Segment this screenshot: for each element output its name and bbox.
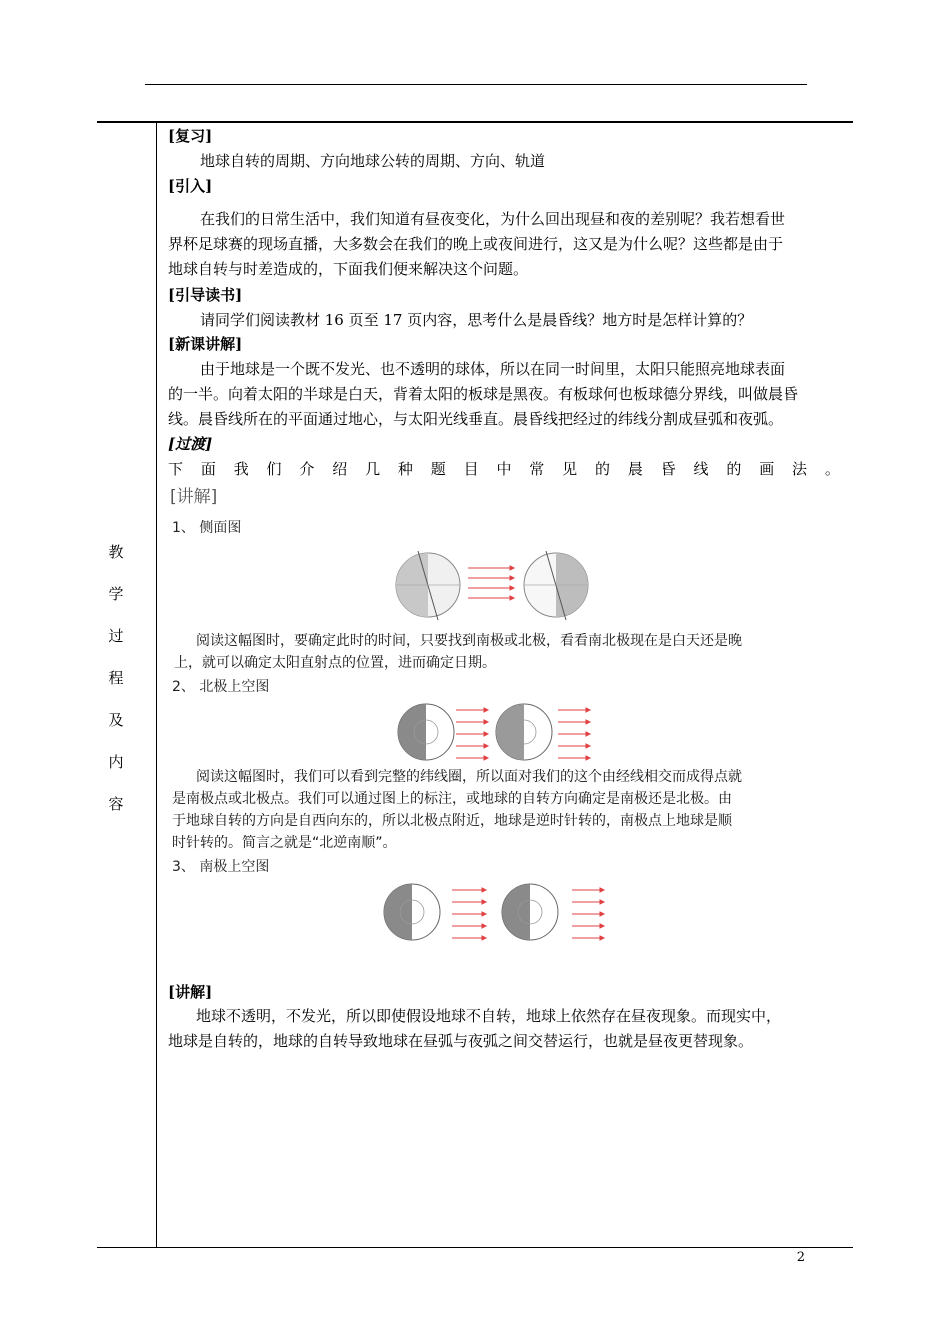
sunlight-arrows-left xyxy=(468,566,514,600)
side-char: 过 xyxy=(108,627,124,645)
transition-char: 中 xyxy=(496,460,512,478)
item2-text-line: 时针转的。简言之就是“北逆南顺”。 xyxy=(172,835,397,851)
side-char: 及 xyxy=(108,711,124,729)
table-column-divider xyxy=(156,121,157,1248)
transition-text xyxy=(168,457,840,481)
item3-caption: 3、 南极上空图 xyxy=(172,859,270,875)
transition-heading: [过渡] xyxy=(168,435,213,453)
side-char: 程 xyxy=(108,669,124,687)
transition-char: 我 xyxy=(233,460,249,478)
transition-char: 画 xyxy=(759,460,775,478)
north-pole-diagram xyxy=(390,700,600,765)
transition-char: 法 xyxy=(792,460,808,478)
explain-image-heading: [讲解] xyxy=(170,487,218,507)
review-heading: [复习] xyxy=(168,127,213,145)
header-rule xyxy=(145,84,807,85)
intro-line: 地球自转与时差造成的，下面我们便来解决这个问题。 xyxy=(168,260,529,278)
item2-text-line: 于地球自转的方向是自西向东的，所以北极点附近，地球是逆时针转的，南极点上地球是顺 xyxy=(172,813,732,829)
transition-char: 种 xyxy=(397,460,413,478)
explain-line: 地球是自转的，地球的自转导致地球在昼弧与夜弧之间交替运行，也就是昼夜更替现象。 xyxy=(168,1032,754,1050)
new-lesson-line: 线。晨昏线所在的平面通过地心，与太阳光线垂直。晨昏线把经过的纬线分割成昼弧和夜弧。 xyxy=(168,410,784,428)
item2-text-line: 是南极点或北极点。我们可以通过图上的标注，或地球的自转方向确定是南极还是北极。由 xyxy=(172,791,732,807)
transition-char: 目 xyxy=(463,460,479,478)
south-pole-diagram xyxy=(380,880,610,945)
item1-caption: 1、 侧面图 xyxy=(172,520,242,536)
transition-char: 见 xyxy=(562,460,578,478)
sunlight-arrows-np-right xyxy=(558,708,590,760)
globe-np-left xyxy=(398,704,454,760)
review-text: 地球自转的周期、方向地球公转的周期、方向、轨道 xyxy=(200,152,546,170)
explain-heading: [讲解] xyxy=(168,983,213,1001)
item2-text-line: 阅读这幅图时，我们可以看到完整的纬线圈，所以面对我们的这个由经线相交而成得点就 xyxy=(196,769,742,785)
explain-line: 地球不透明，不发光，所以即使假设地球不自转，地球上依然存在昼夜现象。而现实中， xyxy=(196,1007,782,1025)
transition-char: 的 xyxy=(594,460,610,478)
side-char: 容 xyxy=(108,795,124,813)
item1-text-line: 阅读这幅图时，要确定此时的时间，只要找到南极或北极，看看南北极现在是白天还是晚 xyxy=(196,633,742,649)
intro-line: 在我们的日常生活中，我们知道有昼夜变化，为什么回出现昼和夜的差别呢？我若想看世 xyxy=(200,210,786,228)
intro-heading: [引入] xyxy=(168,177,213,195)
side-char: 内 xyxy=(108,753,124,771)
globe-sp-left xyxy=(384,884,440,940)
transition-char: 介 xyxy=(299,460,315,478)
transition-char: 。 xyxy=(824,460,840,478)
transition-char: 绍 xyxy=(332,460,348,478)
transition-char: 晨 xyxy=(627,460,643,478)
page-number: 2 xyxy=(796,1250,805,1265)
transition-char: 常 xyxy=(529,460,545,478)
guided-reading-heading: [引导读书] xyxy=(168,286,243,304)
new-lesson-line: 的一半。向着太阳的半球是白天，背着太阳的板球是黑夜。有板球何也板球德分界线，叫做晨昏 xyxy=(168,385,799,403)
transition-char: 们 xyxy=(266,460,282,478)
side-view-diagram xyxy=(390,548,600,623)
transition-char: 昏 xyxy=(660,460,676,478)
globe-np-right xyxy=(496,704,552,760)
transition-char: 的 xyxy=(726,460,742,478)
table-bottom-border xyxy=(97,1247,853,1248)
globe-left xyxy=(396,551,460,620)
new-lesson-line: 由于地球是一个既不发光、也不透明的球体，所以在同一时间里，太阳只能照亮地球表面 xyxy=(200,360,786,378)
new-lesson-heading: [新课讲解] xyxy=(168,335,243,353)
guided-reading-text: 请同学们阅读教材 16 页至 17 页内容，思考什么是晨昏线？地方时是怎样计算的？ xyxy=(200,311,753,329)
intro-line: 界杯足球赛的现场直播，大多数会在我们的晚上或夜间进行，这又是为什么呢？这些都是由于 xyxy=(168,235,784,253)
sunlight-arrows-np-left xyxy=(456,708,488,760)
transition-char: 线 xyxy=(693,460,709,478)
table-top-border xyxy=(97,121,853,123)
side-char: 教 xyxy=(108,543,124,561)
sunlight-arrows-sp-right xyxy=(572,888,604,940)
transition-char: 题 xyxy=(430,460,446,478)
globe-right xyxy=(524,551,588,620)
sunlight-arrows-sp-left xyxy=(452,888,486,940)
transition-char: 下 xyxy=(168,460,184,478)
side-label xyxy=(104,540,128,834)
transition-char: 面 xyxy=(200,460,216,478)
item2-caption: 2、 北极上空图 xyxy=(172,679,270,695)
transition-char: 几 xyxy=(365,460,381,478)
item1-text-line: 上，就可以确定太阳直射点的位置，进而确定日期。 xyxy=(174,655,496,671)
side-char: 学 xyxy=(108,585,124,603)
globe-sp-right xyxy=(502,884,558,940)
